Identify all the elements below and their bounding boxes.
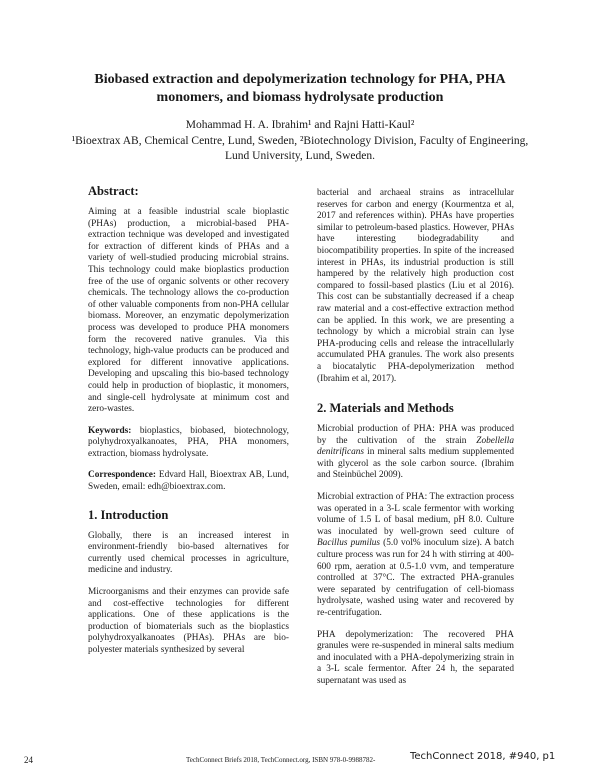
- introduction-paragraph: bacterial and archaeal strains as intracellular reserves for carbon and energy (Kourmentza et al, 2017 and references within). PHAs have properties similar to petroleum-based plastics. However, PHAs have interesting biodegradability and biocompatibility properties. In spite of the increased interest in PHAs, its industrial production is still hampered by the relatively high production cost compared to fossil-based plastics (Liu et al 2016). This cost can be substantially decreased if a cheap raw material and a cost-effective extraction method can be applied. In this work, we are presenting a technology by which a microbial strain can lyse PHA-producing cells and release the intracellularly accumulated PHA granules. The work also presents a biocatalytic PHA-depolymerization method (Ibrahim et al, 2017).: [317, 188, 514, 384]
- methods-paragraph: PHA depolymerization: The recovered PHA granules were re-suspended in mineral salts medium and inoculated with a PHA-depolymerizing strain in a 3-L scale fermentor. After 24 h, the separated supernatant was used as: [317, 629, 514, 686]
- species-name: Zobellella denitrificans: [317, 435, 514, 458]
- correspondence-text: Edvard Hall, Bioextrax AB, Lund, Sweden, email: edh@bioextrax.com.: [88, 470, 290, 493]
- methods-text: Microbial production of PHA: PHA was produced by the cultivation of the strain: [317, 424, 514, 446]
- keywords-text: bioplastics, biobased, biotechnology, polyhydroxyalkanoates, PHA, PHA monomers, extraction, biomass hydrolysate.: [88, 425, 289, 459]
- keywords-label: Keywords:: [88, 425, 132, 436]
- footer-brand: TechConnect 2018, #940, p1: [410, 751, 556, 762]
- methods-paragraph: [317, 492, 514, 620]
- methods-paragraph: [317, 424, 514, 482]
- author-block: [60, 118, 540, 165]
- footer-source: TechConnect Briefs 2018, TechConnect.org, ISBN 978-0-9988782-: [186, 756, 376, 764]
- left-column: [88, 184, 289, 667]
- introduction-paragraph: Microorganisms and their enzymes can provide safe and cost-effective technologies for different applications. One of these applications is the production of biomaterials such as the bioplastics polyhydroxyalkanoates (PHAs). PHAs are bio-polyester materials synthesized by several: [88, 587, 289, 655]
- methods-heading: 2. Materials and Methods: [317, 401, 454, 416]
- correspondence-label: Correspondence:: [88, 470, 156, 481]
- right-column: [317, 188, 514, 698]
- paper-title: Biobased extraction and depolymerization technology for PHA, PHA monomers, and biomass hydrolysate production: [94, 72, 506, 105]
- correspondence: [88, 470, 289, 493]
- abstract-text: Aiming at a feasible industrial scale bioplastic (PHAs) production, a microbial-based PHA-extraction technique was developed and investigated for extraction of different kinds of PHAs and a variety of well-studied producing microbial strains. This technology could make bioplastics production free of the use of organic solvents or other recovery chemicals. The technology allows the co-production of other valuable components from non-PHA cellular biomass. Moreover, an enzymatic depolymerization process was developed to produce PHA monomers form the recovered native granules. Via this technology, high-value products can be produced and explored for different innovative applications. Developing and upscaling this bio-based technology could help in production of bioplastic, it monomers, and single-cell hydrolysate at minimum cost and zero-wastes.: [88, 207, 289, 415]
- introduction-heading: 1. Introduction: [88, 507, 169, 522]
- author-affiliations: ¹Bioextrax AB, Chemical Centre, Lund, Sweden, ²Biotechnology Division, Faculty of Engineering, Lund University, Lund, Sweden.: [71, 134, 529, 162]
- introduction-paragraph: Globally, there is an increased interest in environment-friendly bio-based alternatives for currently used chemical processes in agriculture, medicine and industry.: [88, 530, 289, 576]
- methods-text: Microbial extraction of PHA: The extraction process was operated in a 3-L scale fermentor with working volume of 1.5 L of basal medium, pH 8.0. Culture was inoculated by well-grown seed culture of: [317, 492, 514, 537]
- species-name: Bacillus pumilus: [317, 538, 381, 549]
- keywords: [88, 426, 289, 461]
- methods-text: (5.0 vol% inoculum size). A batch culture process was run for 24 h with stirring at 400-600 rpm, aeration at 0.5-1.0 vvm, and temperature controlled at 37°C. The extracted PHA-granules were separated by centrifugation of cell-biomass hydrolysate, washed using water and recovered by re-centrifugation.: [317, 538, 514, 618]
- methods-text: in mineral salts medium supplemented with glycerol as the sole carbon source. (Ibrahim and Steinbüchel 2009).: [317, 447, 514, 481]
- page-number: 24: [24, 755, 33, 765]
- author-names: Mohammad H. A. Ibrahim¹ and Rajni Hatti-Kaul²: [185, 119, 415, 131]
- abstract-heading: Abstract:: [88, 184, 139, 198]
